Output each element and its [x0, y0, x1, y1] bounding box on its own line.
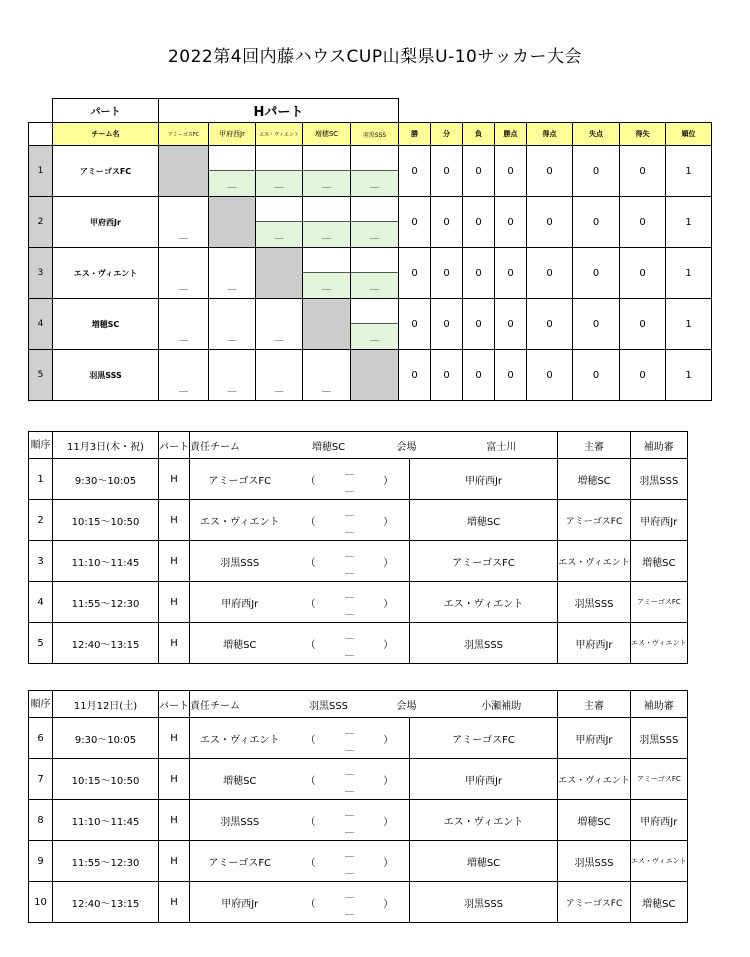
match-part: H	[159, 800, 190, 841]
home-team: アミーゴスFC	[190, 459, 290, 500]
result-cell: ＿	[303, 350, 351, 401]
match-part: H	[159, 882, 190, 923]
stat-header: 勝点	[495, 123, 527, 146]
score-close-paren: ）	[368, 623, 410, 664]
referee-team: 甲府西Jr	[558, 718, 631, 759]
stat-value: 0	[399, 197, 431, 248]
row-number: 5	[29, 350, 53, 401]
match-time: 11:10～11:45	[53, 541, 159, 582]
stat-value: 1	[666, 248, 712, 299]
match-part: H	[159, 459, 190, 500]
referee-team: エス・ヴィエント	[558, 759, 631, 800]
self-match-cell	[303, 299, 351, 350]
stat-value: 0	[573, 197, 620, 248]
score-open-paren: （	[290, 582, 332, 623]
score-close-paren: ）	[368, 882, 410, 923]
result-cell: ＿	[159, 299, 209, 350]
self-match-cell	[209, 197, 256, 248]
row-number: 3	[29, 248, 53, 299]
match-row	[29, 541, 688, 582]
score-close-paren: ）	[368, 459, 410, 500]
score-close-paren: ）	[368, 582, 410, 623]
stat-header: 得点	[527, 123, 573, 146]
result-cell: ＿	[209, 299, 256, 350]
match-number: 4	[29, 582, 53, 623]
assistant-team: 羽黒SSS	[631, 718, 688, 759]
part-header: パート	[159, 691, 190, 718]
stat-header: 負	[463, 123, 495, 146]
match-row	[29, 500, 688, 541]
assistant-team: アミーゴスFC	[631, 582, 688, 623]
match-number: 8	[29, 800, 53, 841]
score-open-paren: （	[290, 759, 332, 800]
venue-label: 会場	[368, 691, 446, 718]
stat-header: 分	[431, 123, 463, 146]
home-team: エス・ヴィエント	[190, 718, 290, 759]
match-number: 3	[29, 541, 53, 582]
assistant-team: 甲府西Jr	[631, 500, 688, 541]
score-cell: ＿ ＿	[332, 759, 368, 800]
stat-value: 0	[431, 299, 463, 350]
corner-cell	[29, 99, 53, 123]
stat-value: 0	[495, 299, 527, 350]
away-team: 増穂SC	[410, 500, 558, 541]
home-team: 増穂SC	[190, 759, 290, 800]
match-number: 6	[29, 718, 53, 759]
referee-team: エス・ヴィエント	[558, 541, 631, 582]
assistant-team: エス・ヴィエント	[631, 841, 688, 882]
col-team-header: 羽黒SSS	[351, 123, 399, 146]
match-row	[29, 459, 688, 500]
assistant-header: 補助審	[631, 432, 688, 459]
match-time: 12:40～13:15	[53, 623, 159, 664]
schedule-table-1	[28, 431, 688, 664]
responsible-team: 羽黒SSS	[290, 691, 368, 718]
team-name: アミーゴスFC	[53, 146, 159, 197]
referee-team: 増穂SC	[558, 459, 631, 500]
away-team: 羽黒SSS	[410, 623, 558, 664]
home-team: 甲府西Jr	[190, 882, 290, 923]
order-header: 順序	[29, 691, 53, 718]
score-open-paren: （	[290, 500, 332, 541]
result-cell: ＿	[209, 146, 256, 197]
stat-value: 0	[463, 197, 495, 248]
match-time: 11:55～12:30	[53, 582, 159, 623]
away-team: 増穂SC	[410, 841, 558, 882]
score-cell: ＿ ＿	[332, 718, 368, 759]
responsible-team: 増穂SC	[290, 432, 368, 459]
result-cell: ＿	[351, 299, 399, 350]
referee-team: 羽黒SSS	[558, 841, 631, 882]
score-open-paren: （	[290, 882, 332, 923]
match-number: 5	[29, 623, 53, 664]
self-match-cell	[351, 350, 399, 401]
match-time: 11:55～12:30	[53, 841, 159, 882]
match-time: 10:15～10:50	[53, 759, 159, 800]
score-close-paren: ）	[368, 718, 410, 759]
match-time: 10:15～10:50	[53, 500, 159, 541]
match-part: H	[159, 841, 190, 882]
stat-value: 0	[573, 350, 620, 401]
venue-name: 富士川	[446, 432, 558, 459]
result-cell: ＿	[159, 248, 209, 299]
stat-value: 0	[527, 146, 573, 197]
result-cell: ＿	[303, 248, 351, 299]
col-team-header: 甲府西Jr	[209, 123, 256, 146]
result-cell: ＿	[159, 197, 209, 248]
result-cell: ＿	[303, 197, 351, 248]
self-match-cell	[256, 248, 303, 299]
match-row	[29, 718, 688, 759]
date-header: 11月12日(土)	[53, 691, 159, 718]
score-close-paren: ）	[368, 541, 410, 582]
stat-value: 1	[666, 350, 712, 401]
score-open-paren: （	[290, 459, 332, 500]
score-cell: ＿ ＿	[332, 841, 368, 882]
stat-value: 0	[573, 299, 620, 350]
stat-value: 0	[463, 350, 495, 401]
stat-value: 0	[463, 146, 495, 197]
score-cell: ＿ ＿	[332, 582, 368, 623]
match-row	[29, 623, 688, 664]
stat-value: 0	[573, 248, 620, 299]
match-row	[29, 841, 688, 882]
responsible-header: 責任チーム	[190, 691, 290, 718]
result-cell: ＿	[256, 146, 303, 197]
col-team-header: 増穂SC	[303, 123, 351, 146]
stat-value: 1	[666, 146, 712, 197]
stat-header: 得失	[620, 123, 666, 146]
stat-value: 0	[495, 197, 527, 248]
col-team-header: アミーゴスFC	[159, 123, 209, 146]
self-match-cell	[159, 146, 209, 197]
assistant-team: 甲府西Jr	[631, 800, 688, 841]
referee-team: 甲府西Jr	[558, 623, 631, 664]
schedule-table-2	[28, 690, 688, 923]
match-number: 10	[29, 882, 53, 923]
standings-row	[29, 350, 712, 401]
assistant-team: 羽黒SSS	[631, 459, 688, 500]
score-open-paren: （	[290, 718, 332, 759]
result-cell: ＿	[209, 350, 256, 401]
score-cell: ＿ ＿	[332, 500, 368, 541]
referee-team: 増穂SC	[558, 800, 631, 841]
referee-team: アミーゴスFC	[558, 500, 631, 541]
stat-value: 0	[620, 197, 666, 248]
stat-value: 0	[495, 350, 527, 401]
score-open-paren: （	[290, 800, 332, 841]
score-cell: ＿ ＿	[332, 623, 368, 664]
away-team: アミーゴスFC	[410, 718, 558, 759]
result-cell: ＿	[351, 197, 399, 248]
stat-value: 0	[399, 350, 431, 401]
part-label: パート	[53, 99, 159, 123]
result-cell: ＿	[256, 350, 303, 401]
row-number: 2	[29, 197, 53, 248]
match-time: 11:10～11:45	[53, 800, 159, 841]
match-part: H	[159, 759, 190, 800]
match-row	[29, 800, 688, 841]
score-open-paren: （	[290, 541, 332, 582]
match-number: 2	[29, 500, 53, 541]
match-time: 9:30～10:05	[53, 459, 159, 500]
stat-value: 0	[527, 248, 573, 299]
stat-header: 順位	[666, 123, 712, 146]
stat-value: 1	[666, 299, 712, 350]
match-part: H	[159, 500, 190, 541]
match-row	[29, 582, 688, 623]
order-header: 順序	[29, 432, 53, 459]
team-name-header: チーム名	[53, 123, 159, 146]
match-time: 9:30～10:05	[53, 718, 159, 759]
away-team: 羽黒SSS	[410, 882, 558, 923]
venue-label: 会場	[368, 432, 446, 459]
score-close-paren: ）	[368, 759, 410, 800]
standings-row	[29, 146, 712, 197]
stat-value: 0	[527, 350, 573, 401]
standings-row	[29, 299, 712, 350]
stat-value: 0	[527, 299, 573, 350]
match-part: H	[159, 623, 190, 664]
referee-team: アミーゴスFC	[558, 882, 631, 923]
stat-value: 0	[620, 146, 666, 197]
stat-header: 勝	[399, 123, 431, 146]
match-part: H	[159, 718, 190, 759]
score-close-paren: ）	[368, 800, 410, 841]
page-title: 2022第4回内藤ハウスCUP山梨県U-10サッカー大会	[167, 47, 582, 67]
result-cell: ＿	[256, 197, 303, 248]
stat-value: 0	[620, 299, 666, 350]
team-name: エス・ヴィエント	[53, 248, 159, 299]
stat-value: 0	[573, 146, 620, 197]
team-name: 羽黒SSS	[53, 350, 159, 401]
score-cell: ＿ ＿	[332, 541, 368, 582]
standings-header-row	[29, 123, 712, 146]
away-team: アミーゴスFC	[410, 541, 558, 582]
score-cell: ＿ ＿	[332, 882, 368, 923]
home-team: 甲府西Jr	[190, 582, 290, 623]
referee-header: 主審	[558, 432, 631, 459]
stat-value: 0	[620, 248, 666, 299]
match-row	[29, 882, 688, 923]
home-team: 増穂SC	[190, 623, 290, 664]
stat-value: 0	[431, 197, 463, 248]
match-number: 1	[29, 459, 53, 500]
score-close-paren: ）	[368, 500, 410, 541]
assistant-header: 補助審	[631, 691, 688, 718]
score-open-paren: （	[290, 841, 332, 882]
stat-value: 0	[495, 248, 527, 299]
stat-value: 0	[399, 146, 431, 197]
match-part: H	[159, 541, 190, 582]
result-cell: ＿	[351, 248, 399, 299]
match-row	[29, 759, 688, 800]
score-open-paren: （	[290, 623, 332, 664]
standings-table	[28, 98, 712, 401]
assistant-team: エス・ヴィエント	[631, 623, 688, 664]
home-team: 羽黒SSS	[190, 800, 290, 841]
standings-row	[29, 197, 712, 248]
stat-value: 0	[431, 146, 463, 197]
schedule-header-row	[29, 691, 688, 718]
match-part: H	[159, 582, 190, 623]
assistant-team: 増穂SC	[631, 541, 688, 582]
stat-value: 0	[527, 197, 573, 248]
away-team: エス・ヴィエント	[410, 582, 558, 623]
referee-team: 羽黒SSS	[558, 582, 631, 623]
match-time: 12:40～13:15	[53, 882, 159, 923]
score-cell: ＿ ＿	[332, 800, 368, 841]
home-team: アミーゴスFC	[190, 841, 290, 882]
stat-value: 0	[463, 299, 495, 350]
match-number: 7	[29, 759, 53, 800]
away-team: エス・ヴィエント	[410, 800, 558, 841]
part-name: Hパート	[159, 99, 399, 123]
schedule-header-row	[29, 432, 688, 459]
result-cell: ＿	[209, 248, 256, 299]
score-close-paren: ）	[368, 841, 410, 882]
home-team: エス・ヴィエント	[190, 500, 290, 541]
stat-value: 0	[399, 248, 431, 299]
team-name: 増穂SC	[53, 299, 159, 350]
stat-value: 0	[620, 350, 666, 401]
team-name: 甲府西Jr	[53, 197, 159, 248]
score-cell: ＿ ＿	[332, 459, 368, 500]
venue-name: 小瀬補助	[446, 691, 558, 718]
result-cell: ＿	[303, 146, 351, 197]
referee-header: 主審	[558, 691, 631, 718]
part-header: パート	[159, 432, 190, 459]
stat-value: 0	[495, 146, 527, 197]
stat-value: 0	[431, 248, 463, 299]
col-team-header: エス・ヴィエント	[256, 123, 303, 146]
stat-value: 0	[463, 248, 495, 299]
away-team: 甲府西Jr	[410, 459, 558, 500]
row-number: 4	[29, 299, 53, 350]
date-header: 11月3日(木・祝)	[53, 432, 159, 459]
standings-row	[29, 248, 712, 299]
row-number: 1	[29, 146, 53, 197]
stat-value: 1	[666, 197, 712, 248]
match-number: 9	[29, 841, 53, 882]
away-team: 甲府西Jr	[410, 759, 558, 800]
stat-header: 失点	[573, 123, 620, 146]
result-cell: ＿	[351, 146, 399, 197]
home-team: 羽黒SSS	[190, 541, 290, 582]
result-cell: ＿	[256, 299, 303, 350]
stat-value: 0	[431, 350, 463, 401]
assistant-team: 増穂SC	[631, 882, 688, 923]
result-cell: ＿	[159, 350, 209, 401]
stat-value: 0	[399, 299, 431, 350]
assistant-team: アミーゴスFC	[631, 759, 688, 800]
responsible-header: 責任チーム	[190, 432, 290, 459]
